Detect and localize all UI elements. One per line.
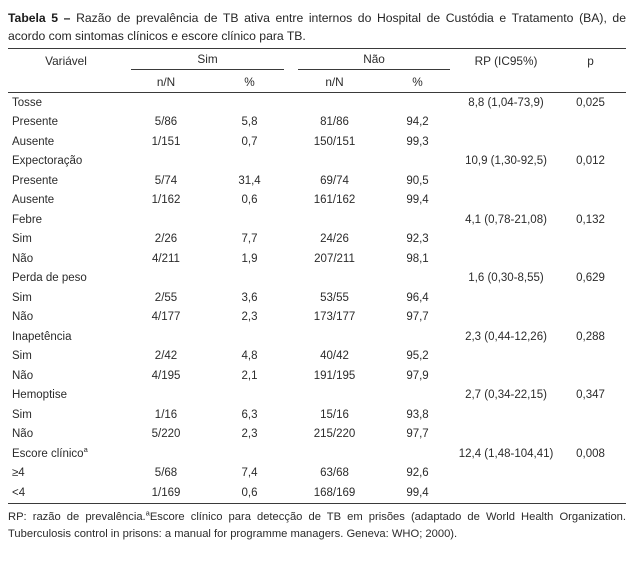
- cell-rp: 2,7 (0,34-22,15): [465, 389, 547, 402]
- cell-nao-pct: 97,7: [406, 428, 429, 441]
- cell-p: [555, 308, 626, 328]
- cell-rp: [457, 191, 555, 211]
- cell-sim-pct: 7,7: [241, 233, 258, 246]
- cell-sim-pct: 0,6: [241, 486, 258, 499]
- nao-group-underline: Não: [298, 52, 450, 70]
- cell-nao-nn: 161/162: [313, 194, 356, 207]
- cell-sim-pct: 6,3: [241, 408, 258, 421]
- cell-nao-nn: 81/86: [320, 116, 349, 129]
- cell-variavel: Inapetência: [12, 330, 72, 343]
- cell-p: [555, 425, 626, 445]
- cell-variavel: Perda de peso: [12, 272, 87, 285]
- cell-nao-pct: [378, 444, 457, 464]
- cell-rp: 4,1 (0,78-21,08): [465, 213, 547, 226]
- cell-sim-nn: 4/195: [151, 369, 181, 382]
- table-row: [8, 191, 626, 211]
- cell-nao-nn: [291, 269, 378, 289]
- cell-nao-pct: 97,7: [406, 311, 429, 324]
- cell-variavel: Sim: [12, 408, 32, 421]
- cell-sim-nn: [124, 386, 208, 406]
- table-row: [8, 483, 626, 503]
- cell-p: [555, 464, 626, 484]
- cell-sim-nn: 2/55: [154, 291, 178, 304]
- cell-rp: [457, 464, 555, 484]
- cell-variavel: Sim: [12, 233, 32, 246]
- cell-p: [555, 113, 626, 133]
- table-row: [8, 113, 626, 133]
- cell-p: [555, 366, 626, 386]
- table-row: [8, 152, 626, 172]
- cell-nao-pct: 99,4: [406, 486, 429, 499]
- cell-variavel: <4: [12, 486, 26, 499]
- cell-sim-pct: 4,8: [241, 350, 258, 363]
- cell-rp: [457, 249, 555, 269]
- cell-variavel: Febre: [12, 213, 43, 226]
- cell-sim-pct: [208, 327, 291, 347]
- cell-p: [555, 230, 626, 250]
- table-row: [8, 425, 626, 445]
- cell-nao-pct: 99,4: [406, 194, 429, 207]
- cell-variavel: ≥4: [12, 467, 25, 480]
- subheader-empty: [555, 72, 626, 93]
- cell-sim-nn: 5/86: [154, 116, 178, 129]
- col-group-sim: [124, 49, 291, 73]
- cell-sim-nn: 5/74: [154, 174, 178, 187]
- cell-sim-nn: 4/177: [151, 311, 181, 324]
- cell-rp: 2,3 (0,44-12,26): [465, 330, 547, 343]
- subheader-empty: [8, 72, 124, 93]
- cell-nao-nn: [291, 444, 378, 464]
- cell-sim-pct: [208, 386, 291, 406]
- cell-sim-pct: 31,4: [238, 174, 261, 187]
- cell-variavel: Presente: [12, 116, 59, 129]
- cell-nao-nn: [291, 386, 378, 406]
- cell-sim-pct: [208, 152, 291, 172]
- cell-nao-nn: [291, 210, 378, 230]
- table-row: [8, 288, 626, 308]
- cell-variavel: Não: [12, 311, 34, 324]
- cell-nao-nn: 63/68: [320, 467, 349, 480]
- cell-p: [555, 249, 626, 269]
- cell-sim-pct: 2,1: [241, 369, 258, 382]
- cell-sim-nn: [124, 93, 208, 113]
- cell-sim-nn: [124, 327, 208, 347]
- cell-nao-nn: 15/16: [320, 408, 349, 421]
- table-row: [8, 386, 626, 406]
- cell-rp: [457, 171, 555, 191]
- footnote-abbreviation: RP: razão de prevalência.: [8, 510, 146, 523]
- subheader-empty: [457, 72, 555, 93]
- cell-nao-nn: 168/169: [313, 486, 356, 499]
- cell-sim-nn: [124, 210, 208, 230]
- table-row: [8, 347, 626, 367]
- table-row: [8, 327, 626, 347]
- cell-nao-nn: 40/42: [320, 350, 349, 363]
- table-row: [8, 132, 626, 152]
- cell-p: 0,008: [576, 447, 605, 460]
- footnote-reference-text: Escore clínico para detecção de TB em prisões (adaptado de World Health Organization. Tuberculosis control in prisons: a manual for programme managers. Geneva: WHO; 2000).: [8, 510, 626, 540]
- table-footnote: [8, 509, 626, 543]
- cell-nao-pct: [378, 93, 457, 113]
- table-row: [8, 249, 626, 269]
- cell-p: 0,288: [576, 330, 605, 343]
- cell-sim-pct: 7,4: [241, 467, 258, 480]
- table-number-label: Tabela 5 –: [8, 11, 71, 25]
- cell-nao-nn: 207/211: [314, 252, 355, 265]
- cell-nao-pct: [378, 386, 457, 406]
- cell-nao-nn: 215/220: [313, 428, 356, 441]
- cell-variavel: Ausente: [12, 135, 55, 148]
- cell-nao-nn: 173/177: [313, 311, 356, 324]
- cell-p: [555, 191, 626, 211]
- cell-nao-pct: 95,2: [406, 350, 429, 363]
- cell-sim-nn: 1/151: [151, 135, 181, 148]
- subheader-nao-nn: n/N: [291, 72, 378, 93]
- cell-rp: [457, 308, 555, 328]
- table-title: [8, 9, 626, 45]
- sim-group-underline: Sim: [131, 52, 284, 70]
- cell-variavel: Não: [12, 428, 34, 441]
- cell-sim-nn: 1/162: [151, 194, 181, 207]
- cell-rp: [457, 366, 555, 386]
- cell-rp: 10,9 (1,30-92,5): [465, 155, 547, 168]
- cell-rp: 12,4 (1,48-104,41): [458, 447, 554, 460]
- cell-nao-pct: 92,6: [406, 467, 429, 480]
- cell-nao-pct: 99,3: [406, 135, 429, 148]
- table-row: [8, 405, 626, 425]
- cell-nao-pct: 92,3: [406, 233, 429, 246]
- col-group-nao: [291, 49, 457, 73]
- table-row: [8, 93, 626, 113]
- cell-nao-pct: [378, 269, 457, 289]
- cell-nao-pct: 97,9: [406, 369, 429, 382]
- cell-sim-nn: 1/169: [151, 486, 181, 499]
- cell-nao-nn: 191/195: [313, 369, 356, 382]
- cell-variavel: Não: [12, 252, 34, 265]
- cell-nao-nn: [291, 93, 378, 113]
- cell-sim-nn: [124, 152, 208, 172]
- cell-nao-pct: [378, 152, 457, 172]
- cell-rp: 1,6 (0,30-8,55): [468, 272, 544, 285]
- cell-sim-pct: [208, 444, 291, 464]
- cell-sim-pct: 2,3: [241, 428, 258, 441]
- cell-nao-pct: [378, 210, 457, 230]
- cell-sim-nn: 5/220: [151, 428, 181, 441]
- cell-rp: 8,8 (1,04-73,9): [468, 96, 544, 109]
- col-header-variavel: Variável: [45, 53, 87, 68]
- cell-sim-nn: 4/211: [152, 252, 180, 265]
- cell-nao-pct: 96,4: [406, 291, 429, 304]
- subheader-sim-nn: n/N: [124, 72, 208, 93]
- cell-p: [555, 347, 626, 367]
- header-row-subcolumns: [8, 72, 626, 93]
- cell-nao-nn: 53/55: [320, 291, 349, 304]
- cell-sim-pct: 2,3: [241, 311, 258, 324]
- table-body: [8, 93, 626, 504]
- cell-rp: [457, 347, 555, 367]
- table-row: [8, 366, 626, 386]
- subheader-sim-pct: %: [208, 72, 291, 93]
- cell-sim-pct: [208, 210, 291, 230]
- cell-sim-nn: [124, 269, 208, 289]
- cell-sim-nn: [124, 444, 208, 464]
- cell-p: [555, 171, 626, 191]
- table-row: [8, 444, 626, 464]
- cell-variavel: Sim: [12, 291, 32, 304]
- table-row: [8, 269, 626, 289]
- data-table: [8, 48, 626, 504]
- cell-sim-pct: 1,9: [241, 252, 258, 265]
- cell-variavel: Sim: [12, 350, 32, 363]
- cell-rp: [457, 230, 555, 250]
- cell-sim-pct: 0,7: [241, 135, 258, 148]
- table-caption-text: Razão de prevalência de TB ativa entre internos do Hospital de Custódia e Tratamento (BA), de acordo com sintomas clínicos e escore clínico para TB.: [8, 11, 626, 43]
- cell-nao-pct: 90,5: [406, 174, 429, 187]
- cell-p: 0,132: [576, 213, 605, 226]
- table-row: [8, 230, 626, 250]
- cell-sim-pct: 3,6: [241, 291, 258, 304]
- cell-nao-nn: 150/151: [313, 135, 356, 148]
- col-header-p: p: [587, 53, 594, 68]
- cell-sim-pct: [208, 93, 291, 113]
- subheader-nao-pct: %: [378, 72, 457, 93]
- cell-p: [555, 405, 626, 425]
- table-row: [8, 464, 626, 484]
- cell-p: [555, 483, 626, 503]
- cell-rp: [457, 425, 555, 445]
- cell-nao-nn: 24/26: [320, 233, 349, 246]
- cell-variavel: Escore clínico$^a$: [12, 444, 88, 460]
- col-header-rp: RP (IC95%): [474, 53, 538, 68]
- table-row: [8, 171, 626, 191]
- cell-variavel: Tosse: [12, 96, 43, 109]
- cell-p: 0,012: [576, 155, 605, 168]
- table-row: [8, 308, 626, 328]
- cell-nao-nn: 69/74: [320, 174, 349, 187]
- header-row-groups: [8, 49, 626, 73]
- footnote-superscript-marker: a: [145, 507, 150, 517]
- table-header: [8, 49, 626, 93]
- cell-sim-nn: 2/42: [154, 350, 178, 363]
- cell-nao-pct: 94,2: [406, 116, 429, 129]
- cell-p: 0,347: [576, 389, 605, 402]
- cell-sim-nn: 1/16: [154, 408, 178, 421]
- cell-p: 0,629: [576, 272, 605, 285]
- cell-variavel: Hemoptise: [12, 389, 67, 402]
- table-row: [8, 210, 626, 230]
- cell-nao-pct: [378, 327, 457, 347]
- cell-rp: [457, 483, 555, 503]
- cell-p: [555, 132, 626, 152]
- cell-rp: [457, 113, 555, 133]
- cell-variavel: Ausente: [12, 194, 55, 207]
- cell-rp: [457, 132, 555, 152]
- cell-sim-nn: 2/26: [154, 233, 178, 246]
- cell-sim-pct: 5,8: [241, 116, 258, 129]
- cell-rp: [457, 405, 555, 425]
- cell-variavel: Expectoração: [12, 155, 83, 168]
- cell-nao-pct: 98,1: [406, 252, 429, 265]
- cell-rp: [457, 288, 555, 308]
- cell-sim-nn: 5/68: [154, 467, 178, 480]
- cell-sim-pct: 0,6: [241, 194, 258, 207]
- cell-p: 0,025: [576, 96, 605, 109]
- cell-p: [555, 288, 626, 308]
- cell-nao-pct: 93,8: [406, 408, 429, 421]
- cell-sim-pct: [208, 269, 291, 289]
- cell-variavel: Não: [12, 369, 34, 382]
- cell-nao-nn: [291, 152, 378, 172]
- cell-nao-nn: [291, 327, 378, 347]
- cell-variavel: Presente: [12, 174, 59, 187]
